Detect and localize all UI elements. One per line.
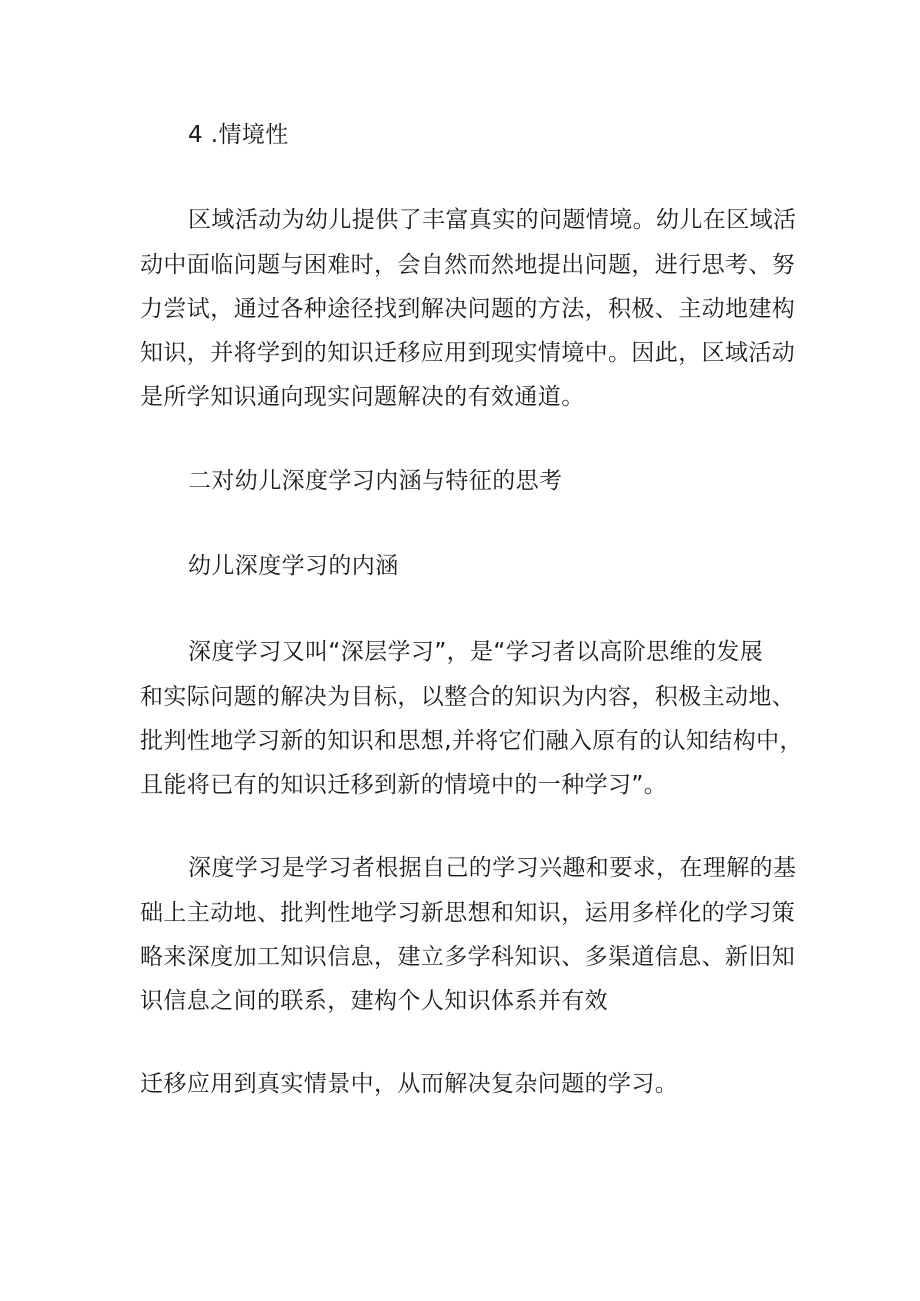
paragraph-line: 知识，并将学到的知识迁移应用到现实情境中。因此，区域活动 xyxy=(140,340,796,366)
paragraph-line: 批判性地学习新的知识和思想,并将它们融入原有的认知结构中， xyxy=(140,728,803,754)
paragraph-line: 和实际问题的解决为目标，以整合的知识为内容，积极主动地、 xyxy=(140,684,796,710)
subsection-heading-connotation: 幼儿深度学习的内涵 xyxy=(188,553,399,579)
paragraph-line: 且能将已有的知识迁移到新的情境中的一种学习”。 xyxy=(140,772,668,798)
section-heading-deep-learning: 二对幼儿深度学习内涵与特征的思考 xyxy=(188,468,563,494)
section-heading-situational: 4 .情境性 xyxy=(188,122,289,148)
paragraph-line: 深度学习又叫“深层学习”，是“学习者以高阶思维的发展 xyxy=(188,639,764,665)
paragraph-line: 是所学知识通向现实问题解决的有效通道。 xyxy=(140,384,585,410)
paragraph-line: 区域活动为幼儿提供了丰富真实的问题情境。幼儿在区域活 xyxy=(188,207,797,233)
paragraph-line: 动中面临问题与困难时，会自然而然地提出问题，进行思考、努 xyxy=(140,252,796,278)
paragraph-line: 识信息之间的联系，建构个人知识体系并有效 xyxy=(140,988,608,1014)
paragraph-line: 力尝试，通过各种途径找到解决问题的方法，积极、主动地建构 xyxy=(140,296,796,322)
paragraph-line: 深度学习是学习者根据自己的学习兴趣和要求，在理解的基 xyxy=(188,855,797,881)
paragraph-line: 迁移应用到真实情景中，从而解决复杂问题的学习。 xyxy=(140,1071,679,1097)
paragraph-line: 略来深度加工知识信息，建立多学科知识、多渠道信息、新旧知 xyxy=(140,944,796,970)
paragraph-line: 础上主动地、批判性地学习新思想和知识，运用多样化的学习策 xyxy=(140,900,796,926)
